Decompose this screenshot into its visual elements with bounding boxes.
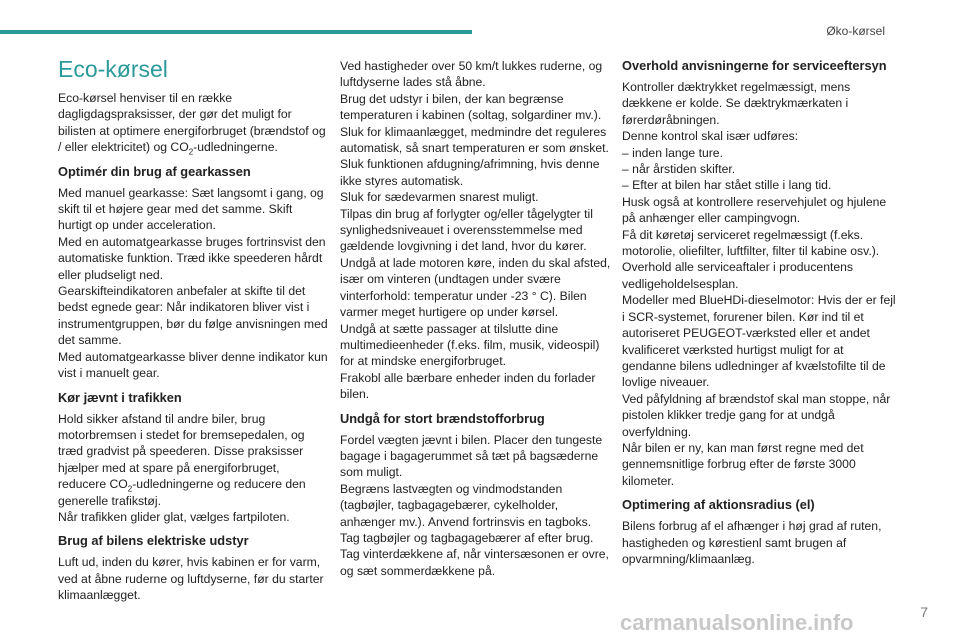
- heading-gearbox: Optimér din brug af gearkassen: [58, 163, 251, 179]
- watermark: carmanualsonline.info: [620, 610, 854, 635]
- section-header: Øko-kørsel: [826, 24, 885, 38]
- heading-range: Optimering af aktionsradius (el): [622, 497, 815, 513]
- page-number: 7: [920, 604, 928, 620]
- header-accent-bar: [0, 30, 472, 34]
- smooth-driving-text: Hold sikker afstand til andre biler, brug motorbremsen i stedet for bremsepedalen, og træd gradvist på speederen. Disse praksisser hjælper med at spare på energiforbruget, reducere $CO_2$-udledningerne og reducere den generelle trafikstøj. Når trafikken glider glat, vælges fartpiloten.: [58, 411, 306, 524]
- page-title: Eco-kørsel: [58, 56, 168, 82]
- column-3: [622, 58, 900, 567]
- fuel-consumption-text: Fordel vægten jævnt i bilen. Placer den tungeste bagage i bagagerummet så tæt på bagsæderne som muligt. Begræns lastvægten og vindmodstanden (tagbøjler, tagbagagebærer, cykelholder, anhænger mv.). Anvend fortrinsvis en tagboks. Tag tagbøjler og tagbagagebærer af efter brug. Tag vinterdækkene af, når vintersæsonen er ovre, og sæt sommerdækkene på.: [340, 432, 609, 578]
- column-1: [58, 56, 328, 604]
- equipment-tips-text: Ved hastigheder over 50 km/t lukkes ruderne, og luftdyserne lades stå åbne. Brug det udstyr i bilen, der kan begrænse temperaturen i kabinen (soltag, solgardiner mv.). Sluk for klimaanlægget, medmindre det reguleres automatisk, så snart temperaturen er som ønsket. Sluk funktionen afdugning/afrimning, hvis denne ikke styres automatisk. Sluk for sædevarmen snarest muligt. Tilpas din brug af forlygter og/eller tågelygter til synlighedsniveauet i overensstemmelse med gældende lovgivning i det land, hvor du kører. Undgå at lade motoren køre, inden du skal afsted, især om vinteren (undtagen under svære vinterforhold: temperatur under -23 ° C). Bilen varmer meget hurtigere op under kørsel. Undgå at sætte passager at tilslutte dine multimedieenheder (f.eks. film, musik, videospil) for at mindske energiforbruget. Frakobl alle bærbare enheder inden du forlader bilen.: [340, 59, 611, 402]
- column-2: [340, 58, 612, 579]
- service-text: Kontroller dæktrykket regelmæssigt, mens dækkene er kolde. Se dæktrykmærkaten i førerdøråbningen. Denne kontrol skal især udføres: – inden lange ture. – når årstiden skifter. – Efter at bilen har stået stille i lang tid. Husk også at kontrollere reservehjulet og hjulene på anhænger eller campingvogn. Få dit køretøj serviceret regelmæssigt (f.eks. motorolie, oliefilter, luftfilter, filter til kabine osv.). Overhold alle serviceaftaler i producentens vedligeholdelsesplan. Modeller med BlueHDi-dieselmotor: Hvis der er fejl i SCR-systemet, forurener bilen. Kør ind til et autoriseret PEUGEOT-værksted eller et andet kvalificeret værksted hurtigst muligt for at gendanne bilens udledninger af kvælstofilte til de lovlige niveauer. Ved påfyldning af brændstof skal man stoppe, når pistolen klikker tredje gang for at undgå overfyldning. Når bilen er ny, kan man først regne med det gennemsnitlige forbrug efter de første 3000 kilometer.: [622, 80, 896, 488]
- intro-paragraph: Eco-kørsel henviser til en række dagligdagspraksisser, der gør det muligt for bilisten at optimere energiforbruget (brændstof og / eller elektricitet) og $CO_2$-udledningerne.: [58, 91, 326, 157]
- heading-fuel-consumption: Undgå for stort brændstofforbrug: [340, 410, 545, 426]
- range-text: Bilens forbrug af el afhænger i høj grad af ruten, hastigheden og kørestienl samt brugen af opvarmning/klimaanlæg.: [622, 519, 882, 566]
- heading-electrical-equipment: Brug af bilens elektriske udstyr: [58, 533, 249, 549]
- heading-smooth-driving: Kør jævnt i trafikken: [58, 389, 182, 405]
- heading-service: Overhold anvisningerne for serviceeftersyn: [622, 58, 887, 73]
- electrical-equipment-text: Luft ud, inden du kører, hvis kabinen er for varm, ved at åbne ruderne og luftdyserne, før du starter klimaanlægget.: [58, 555, 324, 603]
- gearbox-text: Med manuel gearkasse: Sæt langsomt i gang, og skift til et højere gear med det samme. Skift hurtigt op under acceleration. Med en automatgearkasse bruges fortrinsvist den automatiske funktion. Træd ikke speederen hårdt eller pludseligt ned. Gearskifteindikatoren anbefaler at skifte til det bedst egnede gear: Når indikatoren bliver vist i instrumentgruppen, bør du følge anvisningen med det samme. Med automatgearkasse bliver denne indikator kun vist i manuelt gear.: [58, 185, 328, 381]
